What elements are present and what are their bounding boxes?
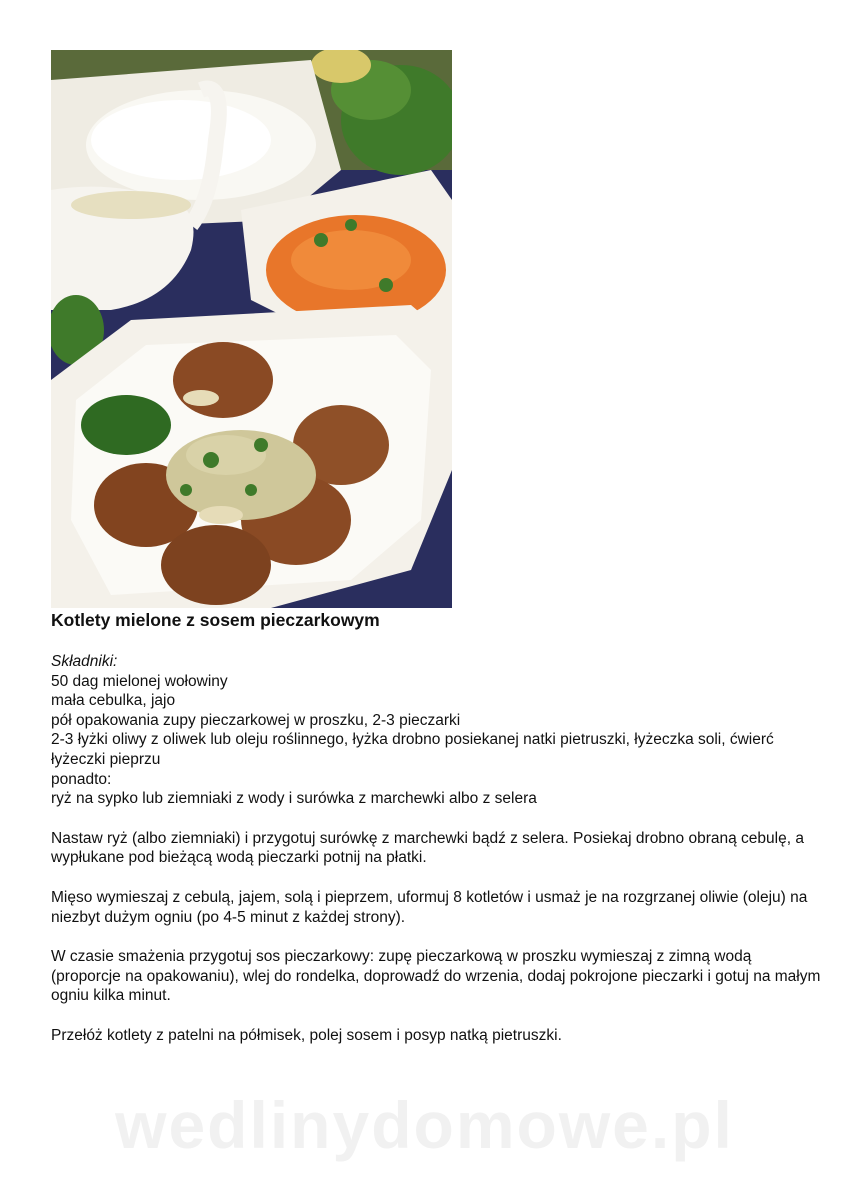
food-photo-icon — [51, 50, 452, 608]
watermark: wedlinydomowe.pl — [115, 1088, 734, 1162]
ingredient-line: ryż na sypko lub ziemniaki z wody i surówka z marchewki albo z selera — [51, 790, 537, 808]
step-paragraph: Przełóż kotlety z patelni na półmisek, polej sosem i posyp natką pietruszki. — [51, 1026, 562, 1044]
ingredients-heading: Składniki: — [51, 653, 118, 670]
food-photo — [51, 50, 452, 608]
step-paragraph: Nastaw ryż (albo ziemniaki) i przygotuj surówkę z marchewki bądź z selera. Posiekaj drobno obraną cebulę, a wypłukane pod bieżącą wodą pieczarki potnij na płatki. — [51, 829, 804, 867]
recipe-title: Kotlety mielone z sosem pieczarkowym — [51, 610, 380, 630]
step-paragraph: W czasie smażenia przygotuj sos pieczarkowy: zupę pieczarkową w proszku wymieszaj z zimną wodą (proporcje na opakowaniu), wlej do rondelka, doprowadź do wrzenia, dodaj pokrojone pieczarki i gotuj na małym ogniu kilka minut. — [51, 948, 821, 1005]
ingredient-line: pół opakowania zupy pieczarkowej w proszku, 2-3 pieczarki — [51, 711, 461, 729]
ingredient-line: 2-3 łyżki oliwy z oliwek lub oleju roślinnego, łyżka drobno posiekanej natki pietruszki, łyżeczka soli, ćwierć łyżeczki pieprzu — [51, 731, 774, 768]
ingredient-line: 50 dag mielonej wołowiny — [51, 672, 228, 690]
ingredient-line: mała cebulka, jajo — [51, 692, 176, 710]
recipe-body — [51, 652, 821, 1046]
ingredient-line: ponadto: — [51, 770, 112, 788]
step-paragraph: Mięso wymieszaj z cebulą, jajem, solą i pieprzem, uformuj 8 kotletów i usmaż je na rozgrzanej oliwie (oleju) na niezbyt dużym ogniu (po 4-5 minut z każdej strony). — [51, 888, 808, 926]
